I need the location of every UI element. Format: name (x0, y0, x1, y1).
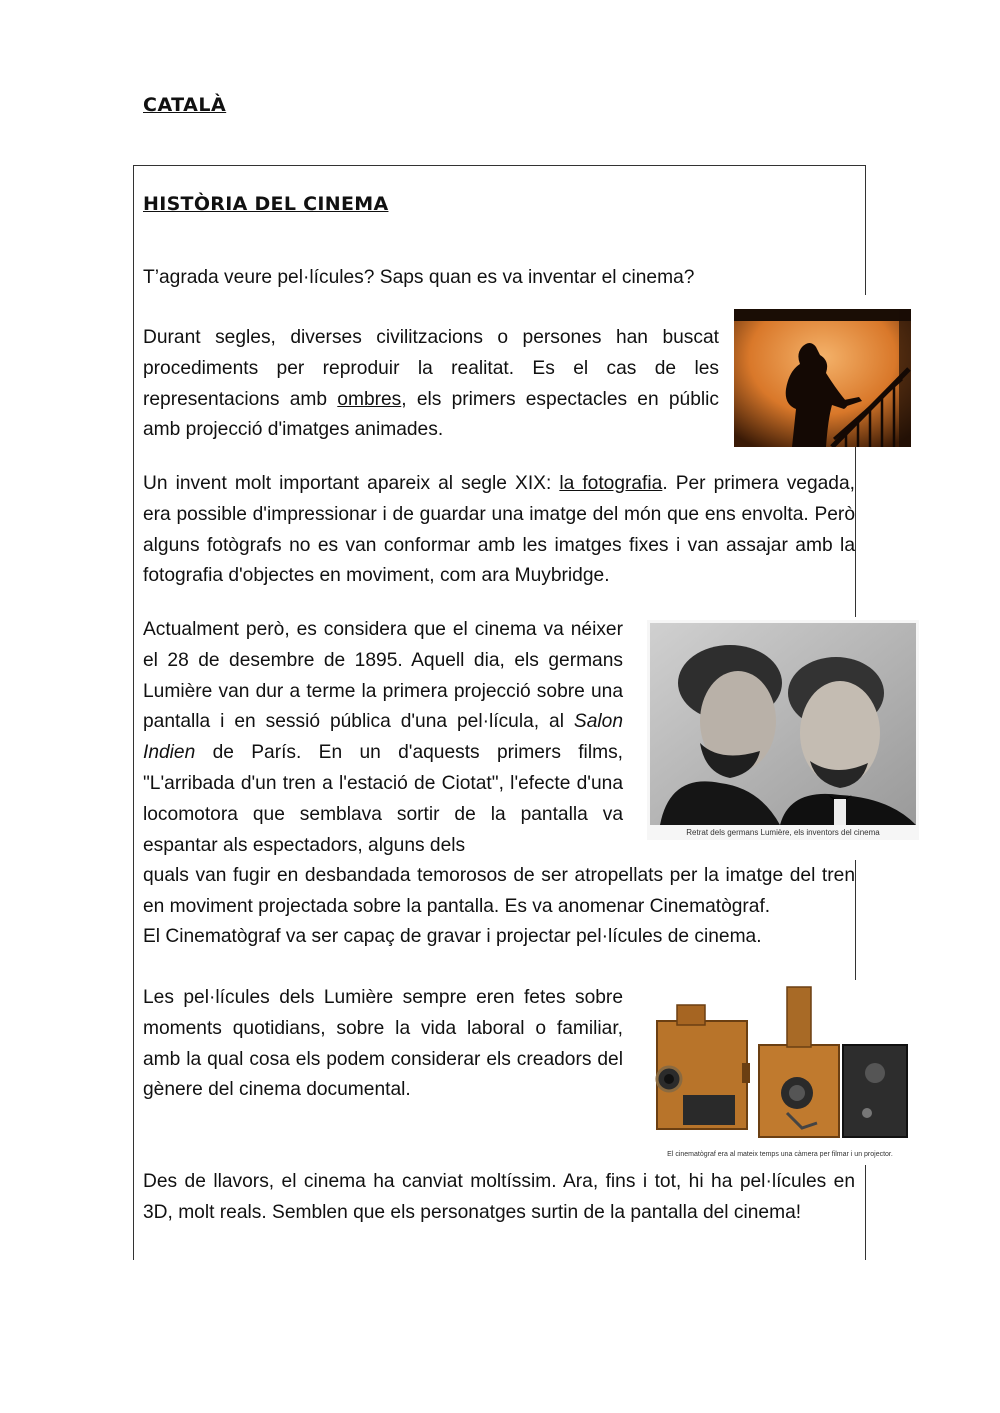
paragraph-text: Un invent molt important apareix al segle XIX: (143, 473, 560, 494)
subject-heading: CATALÀ (143, 94, 227, 116)
intro-paragraph: T’agrada veure pel·lícules? Saps quan es va inventar el cinema? (143, 267, 695, 288)
paragraph-text: Durant segles, diverses civilitzacions o persones han buscat procediments per reproduir la realitat. Es el cas de les representacions amb (143, 327, 719, 410)
paragraph-documentary: Les pel·lícules dels Lumière sempre eren fetes sobre moments quotidians, sobre la vida laboral o familiar, amb la qual cosa els podem considerar els creadors del gènere del cinema documental. (143, 987, 623, 1101)
lumiere-caption: Retrat dels germans Lumière, els inventors del cinema (686, 828, 880, 837)
frame-border-right (855, 860, 856, 980)
salon-indien-italic: Salon Indien (143, 711, 623, 764)
frame-border-left (133, 165, 134, 1260)
paragraph-lumiere (143, 615, 623, 861)
cinematograph-camera-image (647, 983, 913, 1165)
link-ombres[interactable]: ombres (337, 388, 402, 410)
shadow-silhouette-image (734, 309, 911, 447)
frame-border-top (133, 165, 866, 166)
paragraph-text: . Per primera vegada, era possible d'impressionar i de guardar una imatge del món que ens envolta. Però alguns fotògrafs no es van conformar amb les imatges fixes i van assajar amb la fotografia d'objectes en moviment, com ara Muybridge. (143, 473, 855, 587)
paragraph-text: Actualment però, es considera que el cinema va néixer el 28 de desembre de 1895. Aquell dia, els germans Lumière van dur a terme la primera projecció sobre una pantalla i en sessió pública d'una pel·lícula, al (143, 619, 623, 733)
paragraph-lumiere-continued: quals van fugir en desbandada temorosos de ser atropellats per la imatge del tren en moviment projectada sobre la pantalla. Es va anomenar Cinematògraf. (143, 865, 855, 917)
paragraph-shadows (143, 323, 719, 446)
frame-border-right (855, 447, 856, 617)
paragraph-photography (143, 469, 855, 592)
link-fotografia[interactable]: la fotografia (559, 473, 663, 494)
paragraph-lumiere-last-line: El Cinematògraf va ser capaç de gravar i projectar pel·lícules de cinema. (143, 926, 762, 947)
frame-border-right (865, 1163, 866, 1260)
page-title: HISTÒRIA DEL CINEMA (143, 193, 389, 215)
lumiere-brothers-photo (647, 620, 919, 840)
paragraph-text: de París. En un d'aquests primers films, "L'arribada d'un tren a l'estació de Ciotat", l'efecte d'una locomotora que semblava sortir de la pantalla va espantar als espectadors, alguns dels (143, 742, 623, 856)
frame-border-right (865, 165, 866, 295)
cinematograph-caption: El cinematògraf era al mateix temps una càmera per filmar i un projector. (667, 1151, 893, 1158)
paragraph-text: , els primers espectacles en públic amb projecció d'imatges animades. (143, 388, 719, 441)
paragraph-conclusion: Des de llavors, el cinema ha canviat moltíssim. Ara, fins i tot, hi ha pel·lícules en 3D, molt reals. Semblen que els personatges surtin de la pantalla del cinema! (143, 1171, 855, 1223)
